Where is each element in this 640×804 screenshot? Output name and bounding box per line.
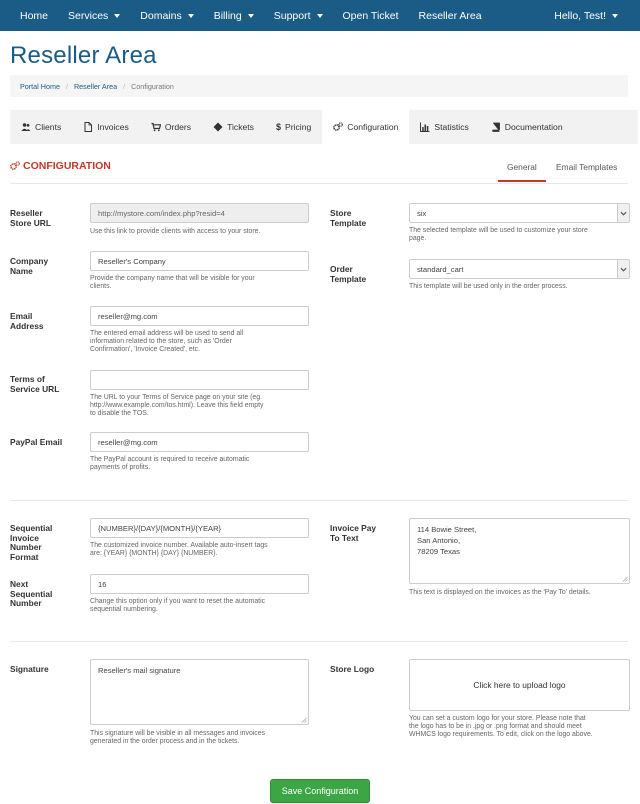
cogs-icon bbox=[10, 161, 20, 171]
order-template-select[interactable] bbox=[409, 259, 630, 279]
paypal-email-help: The PayPal account is required to receive automatic payments of profits. bbox=[90, 456, 250, 471]
company-name-field[interactable]: Reseller's Company bbox=[90, 251, 309, 271]
divider bbox=[10, 641, 628, 642]
signature-textarea[interactable]: Reseller's mail signature bbox=[90, 659, 309, 725]
email-address-label: Email Address bbox=[10, 311, 44, 331]
email-address-help: The entered email address will be used to send all information related to the store, such as 'Order Confirmation', 'Invoice Created', etc. bbox=[90, 330, 244, 353]
invoice-format-help: The customized invoice number. Available auto-insert tags are: {YEAR} {MONTH} {DAY} {NUMBER}. bbox=[90, 542, 268, 557]
ticket-icon bbox=[213, 122, 223, 132]
logo-upload-area[interactable] bbox=[409, 659, 630, 711]
breadcrumb-current: Configuration bbox=[131, 81, 174, 91]
signature-help: This signature will be visible in all messages and invoices generated in the order process and in the tickets. bbox=[90, 730, 266, 745]
tab-documentation[interactable] bbox=[480, 110, 574, 144]
top-navbar bbox=[0, 0, 640, 31]
store-logo-label: Store Logo bbox=[330, 664, 375, 674]
order-template-help: This template will be used only in the order process. bbox=[409, 283, 568, 290]
tab-invoices[interactable] bbox=[72, 110, 140, 144]
store-url-help: Use this link to provide clients with access to your store. bbox=[90, 228, 261, 235]
nav-user-menu[interactable] bbox=[544, 0, 640, 31]
tab-clients[interactable] bbox=[10, 110, 72, 144]
active-subtab-indicator bbox=[498, 180, 546, 182]
breadcrumb-separator: / bbox=[65, 81, 68, 91]
next-sequential-field[interactable]: 16 bbox=[90, 574, 309, 594]
nav-home-label: Home bbox=[20, 9, 49, 22]
company-name-label: Company Name bbox=[10, 256, 49, 276]
tab-pricing[interactable] bbox=[265, 110, 322, 144]
tos-url-help: The URL to your Terms of Service page on your site (eg. http://www.example.com/tos.html). Leave this field empty to disable the TOS. bbox=[90, 394, 264, 417]
resize-grip-icon[interactable] bbox=[622, 576, 628, 582]
cogs-icon bbox=[333, 122, 343, 132]
save-configuration-button[interactable]: Save Configuration bbox=[270, 779, 370, 803]
tos-url-label: Terms of Service URL bbox=[10, 374, 60, 394]
breadcrumb-separator: / bbox=[123, 81, 126, 91]
resize-grip-icon[interactable] bbox=[301, 717, 307, 723]
reseller-tabs bbox=[10, 110, 638, 144]
store-url-label: Reseller Store URL bbox=[10, 208, 51, 228]
invoice-pay-to-help: This text is displayed on the invoices as the 'Pay To' details. bbox=[409, 589, 591, 596]
email-address-field[interactable]: reseller@mg.com bbox=[90, 306, 309, 326]
store-logo-help: You can set a custom logo for your store. Please note that the logo has to be in .jpg or .png format and should meet WHMCS logo requirements. To edit, click on the logo above. bbox=[409, 715, 593, 738]
divider bbox=[10, 500, 628, 501]
nav-home[interactable] bbox=[0, 0, 58, 31]
tab-orders-label: Orders bbox=[164, 122, 192, 132]
caret-down-icon bbox=[317, 14, 323, 18]
signature-label: Signature bbox=[10, 664, 49, 674]
invoice-pay-to-textarea[interactable]: 114 Bowie Street, San Antonio, 78209 Texas bbox=[409, 518, 630, 584]
dollar-icon: $ bbox=[275, 122, 281, 132]
store-url-field[interactable]: http://mystore.com/index.php?resid=4 bbox=[90, 203, 309, 223]
nav-domains-label: Domains bbox=[140, 9, 182, 22]
nav-domains[interactable] bbox=[130, 0, 203, 31]
nav-services[interactable] bbox=[58, 0, 130, 31]
paypal-email-label: PayPal Email bbox=[10, 437, 63, 447]
breadcrumb bbox=[10, 75, 628, 97]
paypal-email-field[interactable]: reseller@mg.com bbox=[90, 432, 309, 452]
cart-icon bbox=[151, 122, 161, 132]
page-title: Reseller Area bbox=[10, 42, 157, 69]
invoice-format-label: Sequential Invoice Number Format bbox=[10, 523, 53, 562]
file-icon bbox=[83, 122, 93, 132]
subtab-general[interactable]: General bbox=[507, 162, 537, 172]
tab-documentation-label: Documentation bbox=[504, 122, 563, 132]
company-name-help: Provide the company name that will be visible for your clients. bbox=[90, 275, 255, 290]
bar-chart-icon bbox=[420, 122, 430, 132]
invoice-format-field[interactable]: {NUMBER}/{DAY}/{MONTH}/{YEAR} bbox=[90, 518, 309, 538]
caret-down-icon bbox=[248, 14, 254, 18]
tab-tickets-label: Tickets bbox=[227, 122, 254, 132]
logo-upload-text: Click here to upload logo bbox=[473, 680, 566, 690]
nav-open-ticket-label: Open Ticket bbox=[342, 9, 399, 22]
tab-statistics-label: Statistics bbox=[434, 122, 469, 132]
store-template-select[interactable] bbox=[409, 203, 630, 223]
caret-down-icon bbox=[114, 14, 120, 18]
section-title-text: CONFIGURATION bbox=[23, 160, 111, 172]
caret-down-icon bbox=[188, 14, 194, 18]
nav-user-label: Hello, Test! bbox=[554, 9, 606, 22]
nav-reseller-area-label: Reseller Area bbox=[418, 9, 482, 22]
order-template-label: Order Template bbox=[330, 264, 367, 284]
users-icon bbox=[21, 122, 31, 132]
nav-support[interactable] bbox=[264, 0, 333, 31]
store-template-label: Store Template bbox=[330, 208, 367, 228]
tab-configuration-label: Configuration bbox=[347, 122, 399, 132]
store-template-value: six bbox=[417, 208, 427, 218]
chevron-down-icon bbox=[617, 204, 629, 222]
divider bbox=[10, 183, 628, 184]
tab-pricing-label: Pricing bbox=[285, 122, 312, 132]
book-icon bbox=[491, 122, 501, 132]
nav-services-label: Services bbox=[68, 9, 109, 22]
tab-invoices-label: Invoices bbox=[97, 122, 129, 132]
subtab-email-templates[interactable]: Email Templates bbox=[556, 162, 618, 172]
breadcrumb-reseller-area[interactable]: Reseller Area bbox=[73, 81, 118, 91]
nav-billing[interactable] bbox=[204, 0, 264, 31]
tab-statistics[interactable] bbox=[409, 110, 479, 144]
next-sequential-label: Next Sequential Number bbox=[10, 579, 53, 608]
tab-clients-label: Clients bbox=[35, 122, 62, 132]
next-sequential-help: Change this option only if you want to reset the automatic sequential numbering. bbox=[90, 598, 266, 613]
order-template-value: standard_cart bbox=[417, 264, 464, 274]
section-title bbox=[10, 160, 111, 172]
tos-url-field[interactable] bbox=[90, 370, 309, 390]
breadcrumb-portal-home[interactable]: Portal Home bbox=[20, 81, 60, 91]
store-template-help: The selected template will be used to customize your store page. bbox=[409, 227, 588, 242]
tab-configuration[interactable] bbox=[322, 110, 409, 144]
nav-open-ticket[interactable] bbox=[333, 0, 409, 31]
tab-tickets[interactable] bbox=[202, 110, 265, 144]
nav-reseller-area[interactable] bbox=[409, 0, 492, 31]
nav-billing-label: Billing bbox=[213, 9, 242, 22]
nav-support-label: Support bbox=[273, 9, 311, 22]
caret-down-icon bbox=[612, 14, 618, 18]
tab-orders[interactable] bbox=[140, 110, 202, 144]
invoice-pay-to-label: Invoice Pay To Text bbox=[330, 523, 377, 543]
chevron-down-icon bbox=[617, 260, 629, 278]
